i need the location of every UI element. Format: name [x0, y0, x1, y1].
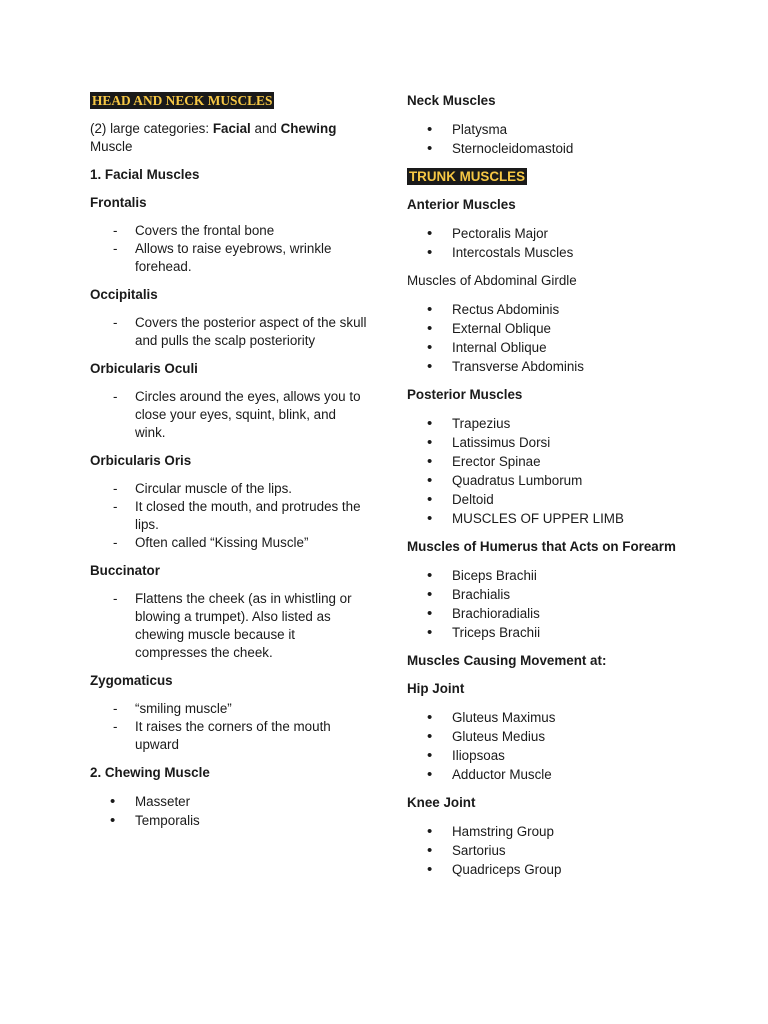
list-item: • Transverse Abdominis	[407, 357, 687, 376]
left-column	[90, 92, 370, 840]
list-item: • MUSCLES OF UPPER LIMB	[407, 509, 687, 528]
head-neck-title: HEAD AND NECK MUSCLES	[92, 93, 273, 108]
intro-facial: Facial	[212, 121, 251, 136]
list-item: • Quadriceps Group	[407, 860, 687, 879]
anterior-muscles-heading: Anterior Muscles	[407, 197, 516, 212]
abdominal-list	[407, 300, 687, 376]
list-item: • Hamstring Group	[407, 822, 687, 841]
list-item: • Internal Oblique	[407, 338, 687, 357]
buccinator-list	[90, 590, 370, 662]
orbicularis-oculi-list	[90, 388, 370, 442]
trunk-muscles-title: TRUNK MUSCLES	[409, 169, 526, 184]
section-heading-occipitalis: Occipitalis	[90, 287, 158, 302]
list-item: • Rectus Abdominis	[407, 300, 687, 319]
humerus-list	[407, 566, 687, 642]
list-item: • Gluteus Maximus	[407, 708, 687, 727]
list-item: • Temporalis	[90, 811, 370, 830]
neck-muscles-heading: Neck Muscles	[407, 93, 496, 108]
knee-list	[407, 822, 687, 879]
list-item: • Deltoid	[407, 490, 687, 509]
chewing-muscle-heading: 2. Chewing Muscle	[90, 765, 210, 780]
intro-chewing: Chewing	[280, 121, 337, 136]
list-item: • Trapezius	[407, 414, 687, 433]
trunk-title-row	[407, 168, 687, 186]
list-item: • Quadratus Lumborum	[407, 471, 687, 490]
list-item: • Brachialis	[407, 585, 687, 604]
list-item: • Latissimus Dorsi	[407, 433, 687, 452]
list-item: - Allows to raise eyebrows, wrinkle forehead.	[90, 240, 370, 276]
occipitalis-list	[90, 314, 370, 350]
list-item: • Gluteus Medius	[407, 727, 687, 746]
anterior-list	[407, 224, 687, 262]
neck-list	[407, 120, 687, 158]
list-item: • Intercostals Muscles	[407, 243, 687, 262]
section-heading-orbicularis-oculi: Orbicularis Oculi	[90, 361, 198, 376]
list-item: - Flattens the cheek (as in whistling or blowing a trumpet). Also listed as chewing muscle because it compresses the cheek.	[90, 590, 370, 662]
section-heading-frontalis: Frontalis	[90, 195, 147, 210]
chewing-list	[90, 792, 370, 830]
list-item: • External Oblique	[407, 319, 687, 338]
orbicularis-oris-list	[90, 480, 370, 552]
section-heading-orbicularis-oris: Orbicularis Oris	[90, 453, 192, 468]
hip-joint-heading: Hip Joint	[407, 681, 465, 696]
zygomaticus-list	[90, 700, 370, 754]
posterior-list	[407, 414, 687, 528]
section-heading-buccinator: Buccinator	[90, 563, 160, 578]
frontalis-list	[90, 222, 370, 276]
list-item: • Erector Spinae	[407, 452, 687, 471]
intro-paragraph	[90, 120, 370, 156]
section-heading-zygomaticus: Zygomaticus	[90, 673, 173, 688]
intro-mid: and	[250, 121, 281, 136]
humerus-muscles-heading: Muscles of Humerus that Acts on Forearm	[407, 539, 676, 554]
list-item: - Circles around the eyes, allows you to close your eyes, squint, blink, and wink.	[90, 388, 370, 442]
list-item: • Triceps Brachii	[407, 623, 687, 642]
list-item: - Covers the posterior aspect of the skull and pulls the scalp posteriority	[90, 314, 370, 350]
list-item: • Sternocleidomastoid	[407, 139, 687, 158]
list-item: • Masseter	[90, 792, 370, 811]
list-item: - It raises the corners of the mouth upward	[90, 718, 370, 754]
intro-suffix: Muscle	[90, 139, 133, 154]
posterior-muscles-heading: Posterior Muscles	[407, 387, 523, 402]
intro-prefix: (2) large categories:	[90, 121, 213, 136]
list-item: - It closed the mouth, and protrudes the lips.	[90, 498, 370, 534]
knee-joint-heading: Knee Joint	[407, 795, 476, 810]
list-item: • Sartorius	[407, 841, 687, 860]
list-item: • Iliopsoas	[407, 746, 687, 765]
head-neck-title-row	[90, 92, 370, 110]
facial-muscles-heading: 1. Facial Muscles	[90, 167, 200, 182]
abdominal-girdle-heading: Muscles of Abdominal Girdle	[407, 273, 577, 288]
list-item: - “smiling muscle”	[90, 700, 370, 718]
list-item: - Often called “Kissing Muscle”	[90, 534, 370, 552]
movement-heading: Muscles Causing Movement at:	[407, 653, 607, 668]
list-item: - Covers the frontal bone	[90, 222, 370, 240]
list-item: • Biceps Brachii	[407, 566, 687, 585]
list-item: • Platysma	[407, 120, 687, 139]
list-item: • Brachioradialis	[407, 604, 687, 623]
right-column	[407, 92, 687, 889]
list-item: • Adductor Muscle	[407, 765, 687, 784]
list-item: • Pectoralis Major	[407, 224, 687, 243]
hip-list	[407, 708, 687, 784]
list-item: - Circular muscle of the lips.	[90, 480, 370, 498]
